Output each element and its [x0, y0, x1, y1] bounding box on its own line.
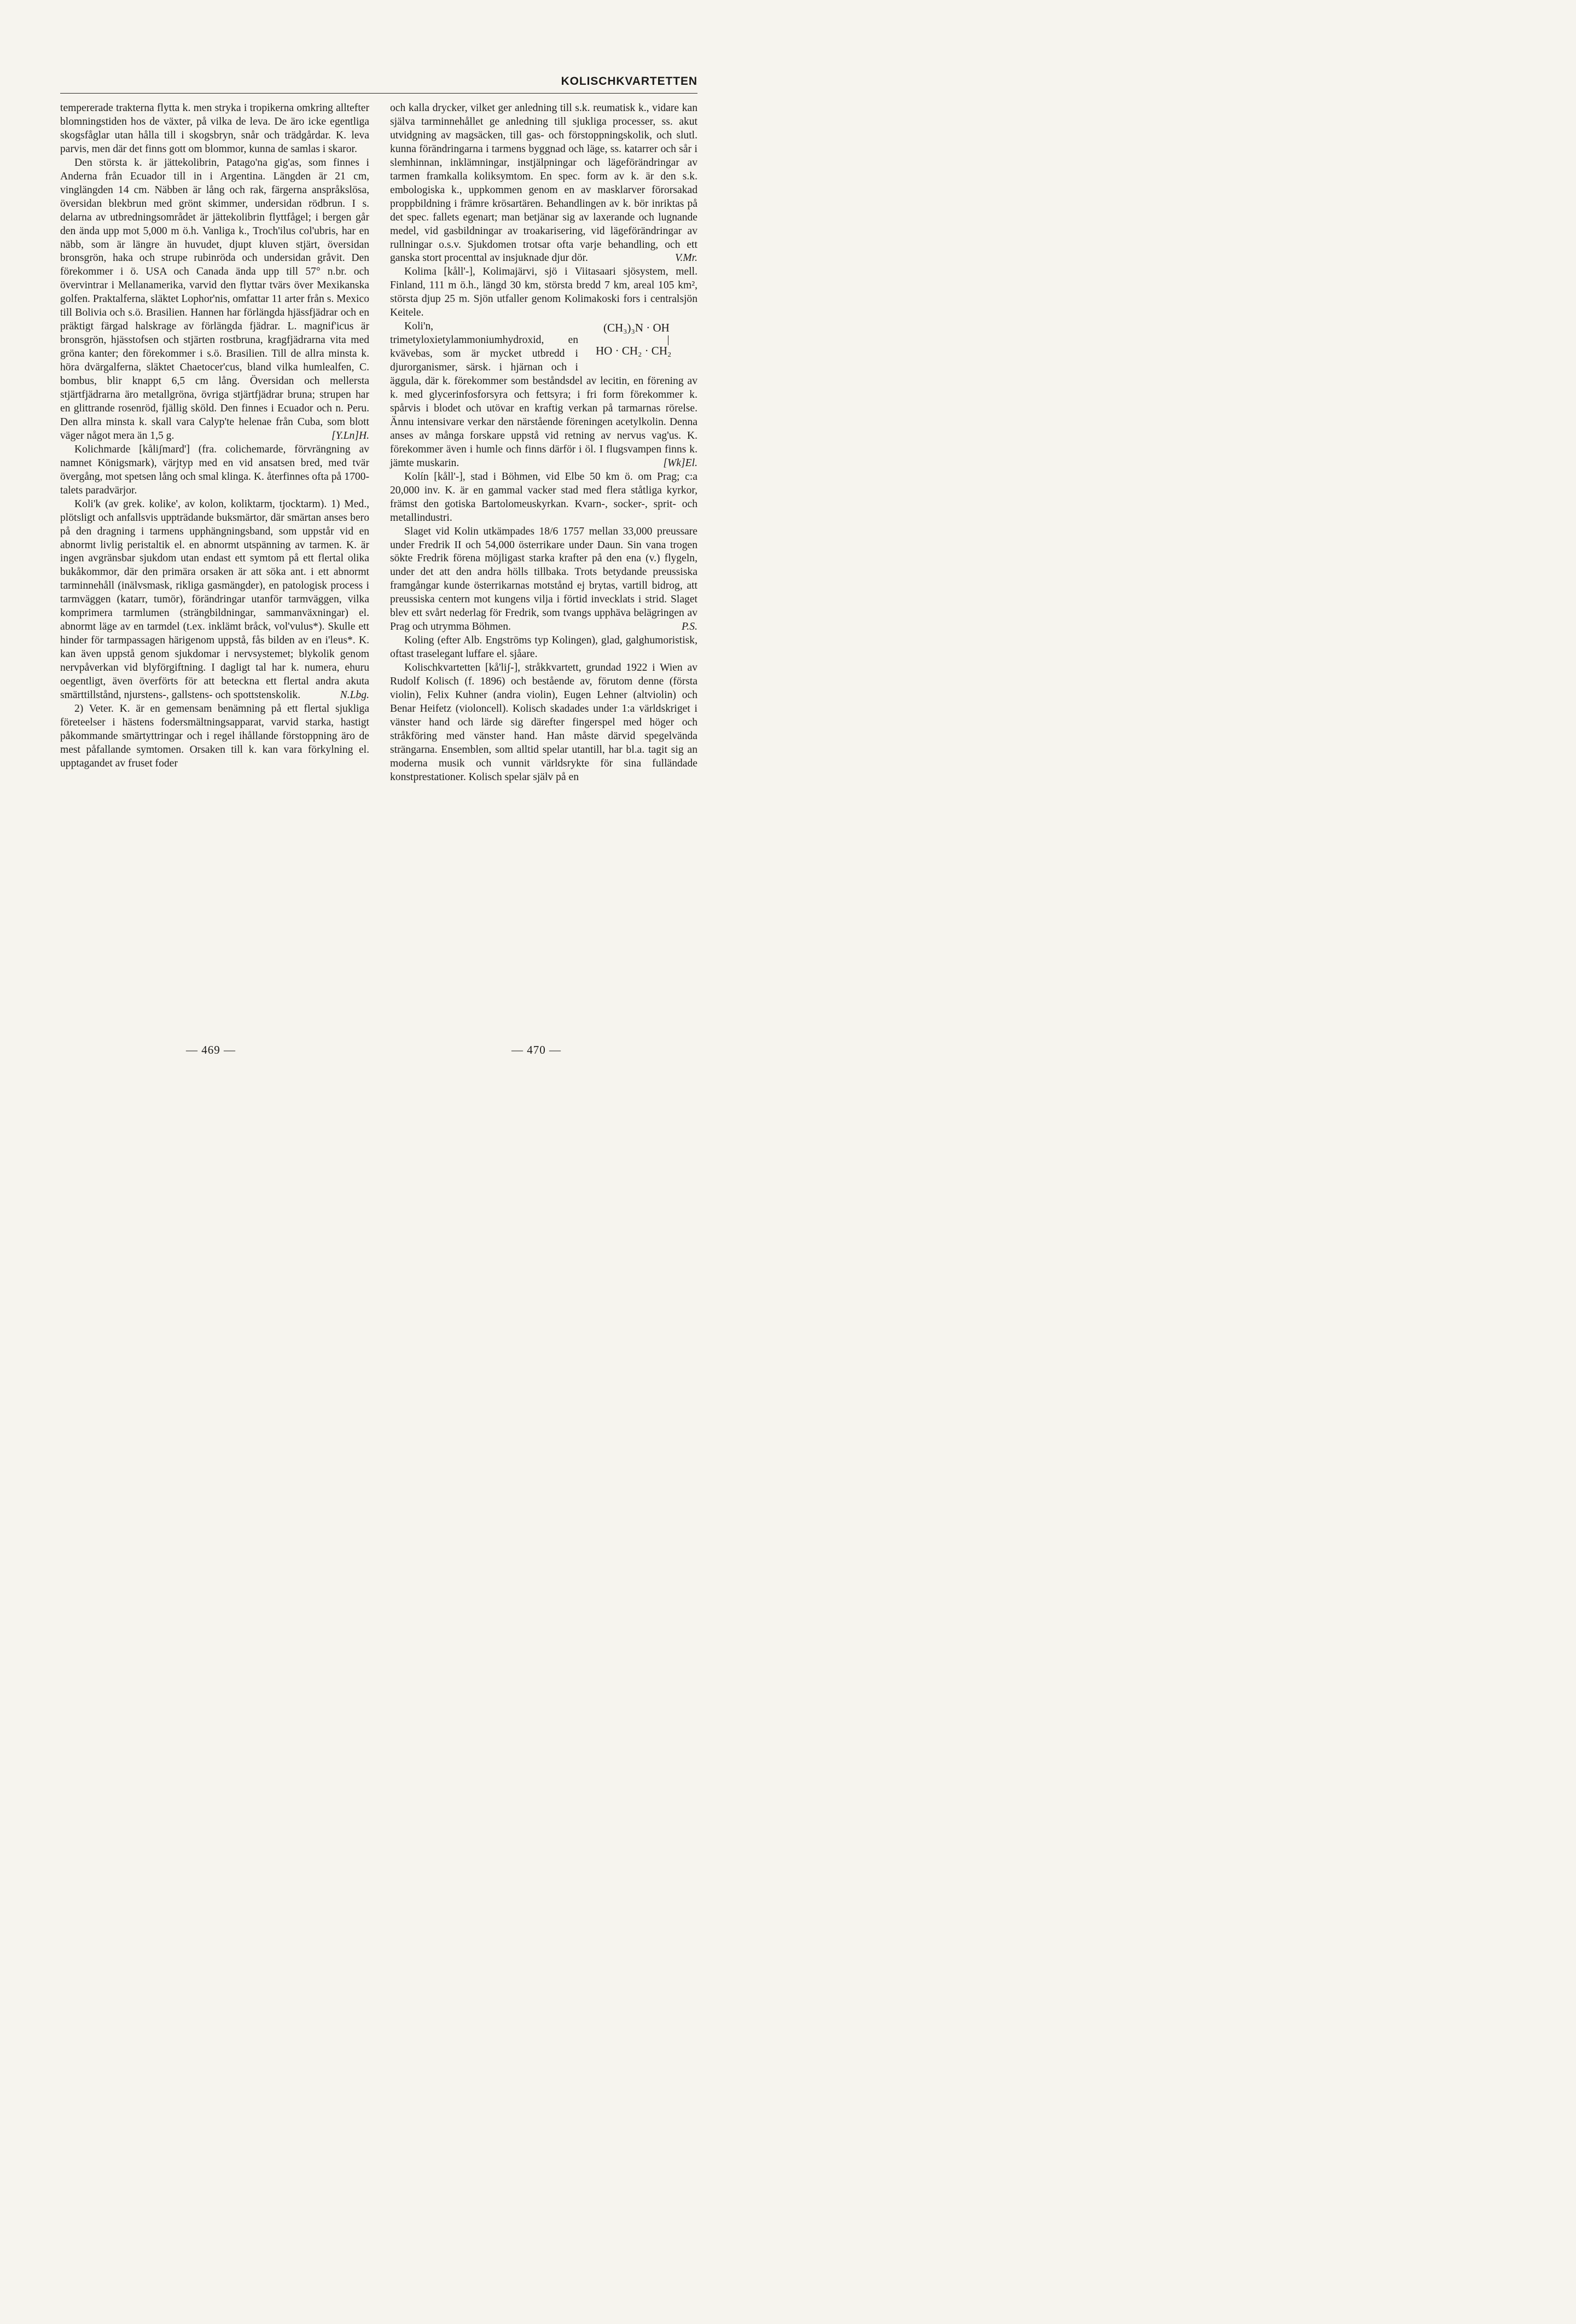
- entry-text: k. med glycerinfosforsyra och fettsyra; i fri form förekommer k. spårvis i blodet och utövar en kraftig verkan på tarmarnas rörelse. Ännu intensivare verkar den närstående föreningen acetylkolin. Denna anses av många forskare uppstå vid retning av nervus vag'us. K. förekommer även i humle och finns därför i öl. I flugsvampen finns k. jämte muskarin.: [390, 389, 697, 469]
- author-signature: [Wk]El.: [663, 457, 697, 469]
- entry-text: Kolichmarde [kåliʃmard'] (fra. colichemarde, förvrängning av namnet Königsmark), värjtyp med en vid ansatsen bred, med tvär övergång, mot spetsen lång och smal klinga. K. återfinnes ofta på 1700-talets paradvärjor.: [60, 443, 369, 496]
- entry-text: Slaget vid Kolin utkämpades 18/6 1757 mellan 33,000 preussare under Fredrik II och 54,000 österrikare under Daun. Sin vana trogen sökte Fredrik förena möjligast starka krafter på den ena (v.) flygeln, under det att den andra hölls tillbaka. Trots betydande preussiska framgångar kunde österrikarnas motstånd ej brytas, vartill bidrog, att preussiska centern mot kungens vilja i förtid invecklats i strid. Slaget blev ett svårt nederlag för Fredrik, som tvangs upphäva belägringen av Prag och utrymma Böhmen.: [390, 525, 697, 633]
- author-signature: [Y.Ln]H.: [332, 429, 369, 441]
- entry-kolima: [390, 265, 697, 320]
- entry-slaget-kolin: [390, 525, 697, 635]
- entry-kolin-chem: [390, 320, 697, 470]
- chemical-formula: [581, 321, 697, 365]
- right-column: [390, 102, 697, 785]
- formula-line-1: (CH₃)₃N · OH: [603, 321, 670, 335]
- entry-text: 2) Veter. K. är en gemensam benämning på ett flertal sjukliga företeelser i hästens fodersmältningsapparat, varvid starka, hastigt påkommande smärtyttringar och i regel ihållande förstoppning äro de mest påfallande symtomen. Orsaken till k. kan vara förkylning el. upptagandet av fruset foder: [60, 702, 369, 769]
- author-signature: V.Mr.: [674, 252, 697, 264]
- page-number-right: — 470 —: [511, 1043, 561, 1056]
- entry-text: Koli'k (av grek. kolike', av kolon, koliktarm, tjocktarm). 1) Med., plötsligt och anfallsvis uppträdande buksmärtor, där smärtan anses bero på den dragning i tarmens upphängningsband, som uppstår vid en abnormt livlig peristaltik el. en abnormt utspänning av tarmen. K. är ingen avgränsbar sjukdom utan endast ett symtom på ett flertal olika bukåkommor, där den primära orsaken är att söka ant. i ett abnormt tarminnehåll (inälvsmask, rikliga gasmängder), en patologisk process i tarmväggen (katarr, tumör), förändringar utanför tarmväggen, vilka komprimera tarmlumen (strängbildningar, sammanväxningar) el. abnormt läge av en tarmdel (t.ex. inklämt bråck, vol'vulus*). Skulle ett hinder för tarmpassagen härigenom uppstå, fås bilden av en i'leus*. K. kan även uppstå genom sjukdomar i nervsystemet; blykolik genom nervpåverkan vid blyförgiftning. I dagligt tal har k. numera, ehuru oegentligt, även överförts för att beteckna ett flertal andra akuta smärttillstånd, njurstens-, gallstens- och spottstenskolik.: [60, 498, 369, 701]
- entry-kolik-cont: [390, 102, 697, 265]
- entry-text: tempererade trakterna flytta k. men stryka i tropikerna omkring alltefter blomningstiden hos de växter, på vilka de leva. De äro icke egentliga skogsfåglar utan hålla till i skogsbryn, snår och trädgårdar. K. leva parvis, men där det finns gott om blommor, kunna de samlas i skaror.: [60, 102, 369, 155]
- header-rule: [60, 93, 697, 94]
- entry-kolischkvartetten: [390, 661, 697, 785]
- entry-kolibri-cont: [60, 102, 369, 156]
- entry-text: och kalla drycker, vilket ger anledning till s.k. reumatisk k., vidare kan själva tarminnehållet ge anledning till sjukliga processer, ss. akut utvidgning av magsäcken, till gas- och förstoppningskolik, och slutl. kunna förändringarna i tarmens byggnad och läge, ss. katarrer och sår i slemhinnan, inklämningar, instjälpningar och lägeförändringar av tarmen framkalla koliksymtom. En spec. form av k. är den s.k. embologiska k., uppkommen genom en av masklarver förorsakad proppbildning i främre krösartären. Behandlingen av k. bör inriktas på det spec. fallets egenart; man betjänar sig av laxerande och lugnande medel, vid gasbildningar av troakarisering, vid lägeförändringar av rullningar o.s.v. Sjukdomen trotsar ofta varje behandling, och ett ganska stort procenttal av insjuknade djur dör.: [390, 102, 697, 264]
- running-head: KOLISCHKVARTETTEN: [561, 75, 697, 88]
- entry-text: Kolín [kåll'-], stad i Böhmen, vid Elbe 50 km ö. om Prag; c:a 20,000 inv. K. är en gammal vacker stad med flera ståtliga kyrkor, främst den gotiska Bartolomeuskyrkan. Kvarn-, socker-, sprit- och metallindustri.: [390, 470, 697, 524]
- entry-kolik-veter: [60, 702, 369, 771]
- author-signature: P.S.: [681, 621, 697, 633]
- author-signature: N.Lbg.: [340, 689, 369, 701]
- entry-kolichmarde: [60, 443, 369, 498]
- entry-kolik: [60, 498, 369, 702]
- entry-jattekolibri: [60, 156, 369, 443]
- entry-koling: [390, 634, 697, 661]
- entry-text: Koli'n, trimetyloxietylammoniumhydroxid, en kvävebas, som är mycket utbredd i djurorganismer, särsk. i hjärnan och i äggula, där k. förekommer som beståndsdel av lecitin, en förening av: [390, 321, 697, 387]
- entry-kolin-city: [390, 470, 697, 525]
- entry-text: Kolima [kåll'-], Kolimajärvi, sjö i Viitasaari sjösystem, mell. Finland, 111 m ö.h., längd 30 km, största bredd 7 km, areal 105 km², största djup 25 m. Sjön utfaller genom Kolimakoski fors i centralsjön Keitele.: [390, 266, 697, 319]
- entry-text: Koling (efter Alb. Engströms typ Kolingen), glad, galghumoristisk, oftast traselegant luffare el. sjåare.: [390, 635, 697, 660]
- entry-text: Kolischkvartetten [kå'liʃ-], stråkkvartett, grundad 1922 i Wien av Rudolf Kolisch (f. 1896) och bestående av, förutom denne (första violin), Felix Kuhner (andra violin), Eugen Lehner (altviolin) och Benar Heifetz (violoncell). Kolisch skadades under 1:a världskriget i vänster hand och lärde sig därefter fingerspel med höger och stråkföring med vänster hand. Han måste därvid spegelvända strängarna. Ensemblen, som alltid spelar utantill, har bl.a. tagit sig an moderna musik och vunnit världsrykte för sina fulländade konstprestationer. Kolisch spelar själv på en: [390, 662, 697, 783]
- entry-text: Den största k. är jättekolibrin, Patago'na gig'as, som finnes i Anderna från Ecuador till in i Argentina. Längden är 21 cm, vinglängden 14 cm. Näbben är lång och rak, färgerna anspråkslösa, översidan blekbrun med grönt skimmer, undersidan rödbrun. I s. delarna av utbredningsområdet är jättekolibrin flyttfågel; i bergen går den ända upp mot 5,000 m ö.h. Vanliga k., Troch'ilus col'ubris, har en näbb, som är längre än huvudet, djupt kluven stjärt, översidan bronsgrön, haka och strupe rubinröda och undersidan gråvit. Den förekommer i ö. USA och Canada ända upp till 57° n.br. och övervintrar i Mellanamerika, varvid den flyttar tvärs över Mexikanska golfen. Praktalferna, släktet Lophor'nis, omfattar 11 arter från s. Mexico till Bolivia och s.ö. Brasilien. Hannen har förlängda hjässfjädrar och en präktigt färgad halskrage av förlängda fjädrar. L. magnif'icus är bronsgrön, hjässtofsen och stjärten rostbruna, kragfjädrarna vita med gröna kanter; den förekommer i s.ö. Brasilien. Till de allra minsta k. höra dvärgalferna, släktet Chaetocer'cus, bland vilka humlealfen, C. bombus, blir knappt 6,5 cm lång. Översidan och mellersta stjärtfjädrarna äro metallgröna, övriga stjärtfjädrar bruna; strupen har en glittrande rosenröd, fjällig sköld. Den finnes i Ecuador och n. Peru. Den allra minsta k. skall vara Calyp'te helenae från Cuba, som blott väger något mera än 1,5 g.: [60, 156, 369, 441]
- formula-line-2: HO · CH₂ · CH₂: [596, 344, 672, 358]
- page-number-left: — 469 —: [186, 1043, 236, 1056]
- left-column: [60, 102, 369, 771]
